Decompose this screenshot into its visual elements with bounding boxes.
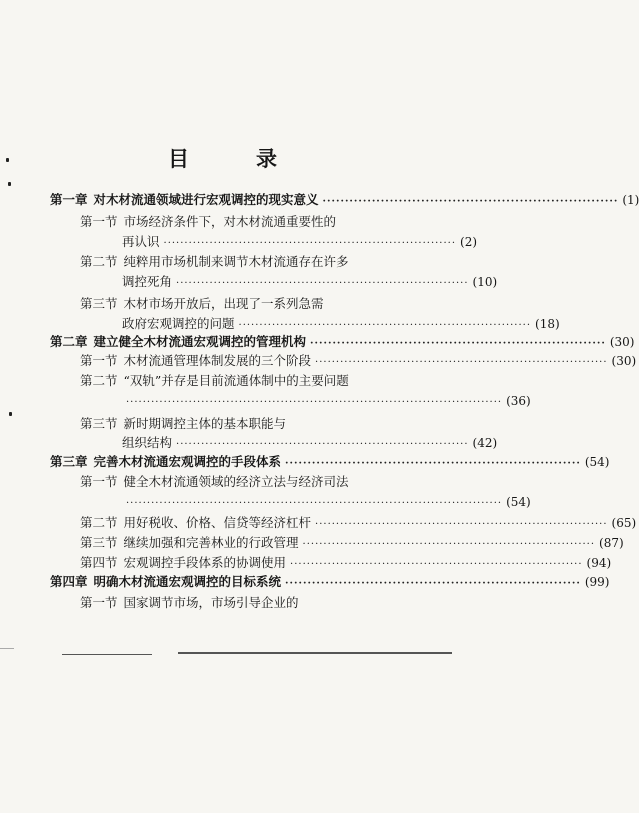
toc-text: 建立健全木材流通宏观调控的管理机构 — [93, 334, 307, 349]
toc-page-number: (94) — [586, 556, 612, 570]
toc-page-number: (10) — [472, 275, 498, 289]
toc-section — [80, 595, 299, 611]
toc-section — [80, 555, 612, 573]
toc-section — [80, 254, 349, 270]
toc-leader-dots: ·································································· — [310, 338, 606, 349]
toc-leader-dots: ·································································· — [322, 196, 619, 207]
toc-label: 第一节 — [80, 353, 118, 368]
toc-text: 继续加强和完善林业的行政管理 — [123, 535, 299, 550]
toc-label: 第三节 — [80, 535, 118, 550]
toc-label: 第一节 — [80, 474, 118, 489]
toc-label: 第三节 — [80, 296, 118, 311]
toc-section — [80, 214, 336, 230]
toc-text: 国家调节市场，市场引导企业的 — [123, 595, 299, 610]
toc-leader-dots: ······································································ — [315, 519, 608, 530]
toc-label: 第二节 — [80, 254, 118, 269]
toc-page-number: (1) — [622, 193, 639, 207]
toc-leader-dots: ······································································ — [238, 320, 532, 331]
toc-label: 第四节 — [80, 555, 118, 570]
toc-label: 第二节 — [80, 373, 118, 388]
toc-page-number: (42) — [472, 436, 498, 450]
toc-text: 组织结构 — [122, 435, 173, 450]
toc-page-number: (30) — [609, 335, 635, 349]
toc-text: 用好税收、价格、信贷等经济杠杆 — [123, 515, 312, 530]
title-char-2: 录 — [256, 146, 277, 171]
divider-line — [0, 648, 14, 649]
toc-chapter-4 — [50, 574, 610, 592]
toc-label: 第二章 — [50, 334, 88, 349]
toc-text: 新时期调控主体的基本职能与 — [123, 416, 287, 431]
toc-text: 对木材流通领域进行宏观调控的现实意义 — [93, 192, 319, 207]
toc-continuation — [122, 435, 498, 453]
toc-page-number: (2) — [460, 235, 478, 249]
toc-page-number: (65) — [611, 516, 637, 530]
toc-page-number: (36) — [506, 394, 531, 408]
toc-continuation — [122, 494, 531, 512]
toc-leader-dots: ······································································ — [315, 357, 608, 368]
toc-label: 第四章 — [50, 574, 88, 589]
toc-page-number: (54) — [506, 495, 531, 509]
toc-leader-dots: ······································································ — [176, 439, 469, 450]
toc-label: 第三章 — [50, 454, 88, 469]
toc-section — [80, 296, 324, 312]
toc-leader-dots: ······································································ — [302, 539, 596, 550]
toc-page-number: (30) — [611, 354, 637, 368]
toc-leader-dots: ·································································· — [285, 578, 581, 589]
toc-leader-dots: ······································································ — [163, 238, 457, 249]
toc-text: 健全木材流通领域的经济立法与经济司法 — [123, 474, 349, 489]
divider-line — [62, 654, 152, 655]
toc-continuation — [122, 274, 498, 292]
toc-label: 第三节 — [80, 416, 118, 431]
toc-page-number: (18) — [535, 317, 560, 331]
toc-page-number: (87) — [599, 536, 624, 550]
toc-text: 木材流通管理体制发展的三个阶段 — [123, 353, 312, 368]
toc-section — [80, 535, 624, 553]
toc-label: 第二节 — [80, 515, 118, 530]
toc-continuation — [122, 234, 478, 252]
toc-section — [80, 416, 286, 432]
divider-line — [178, 652, 452, 654]
toc-chapter-3 — [50, 454, 610, 472]
toc-text: 完善木材流通宏观调控的手段体系 — [93, 454, 282, 469]
toc-continuation — [122, 316, 560, 334]
toc-text: 明确木材流通宏观调控的目标系统 — [93, 574, 282, 589]
toc-section — [80, 474, 349, 490]
toc-text: 宏观调控手段体系的协调使用 — [123, 555, 287, 570]
toc-text: 木材市场开放后，出现了一系列急需 — [123, 296, 324, 311]
toc-label: 第一节 — [80, 595, 118, 610]
toc-chapter-2 — [50, 334, 635, 352]
toc-label: 第一章 — [50, 192, 88, 207]
toc-section — [80, 373, 349, 389]
toc-leader-dots: ······································································ — [290, 559, 583, 570]
toc-leader-dots: ·································································· — [285, 458, 581, 469]
toc-label: 第一节 — [80, 214, 118, 229]
toc-leader-dots: ·························································································· — [126, 397, 503, 408]
toc-text: 市场经济条件下，对木材流通重要性的 — [123, 214, 337, 229]
toc-text: “双轨”并存是目前流通体制中的主要问题 — [123, 373, 349, 388]
toc-text: 再认识 — [122, 234, 160, 249]
toc-continuation — [122, 393, 531, 411]
toc-text: 调控死角 — [122, 274, 173, 289]
toc-page-number: (99) — [584, 575, 610, 589]
toc-page-number: (54) — [584, 455, 610, 469]
title-char-1: 目 — [168, 146, 189, 171]
toc-text: 政府宏观调控的问题 — [122, 316, 235, 331]
toc-leader-dots: ·························································································· — [126, 498, 503, 509]
toc-text: 纯粹用市场机制来调节木材流通存在许多 — [123, 254, 349, 269]
toc-section — [80, 515, 637, 533]
toc-section — [80, 353, 637, 371]
toc-leader-dots: ······································································ — [176, 278, 469, 289]
toc-chapter-1 — [50, 192, 639, 210]
